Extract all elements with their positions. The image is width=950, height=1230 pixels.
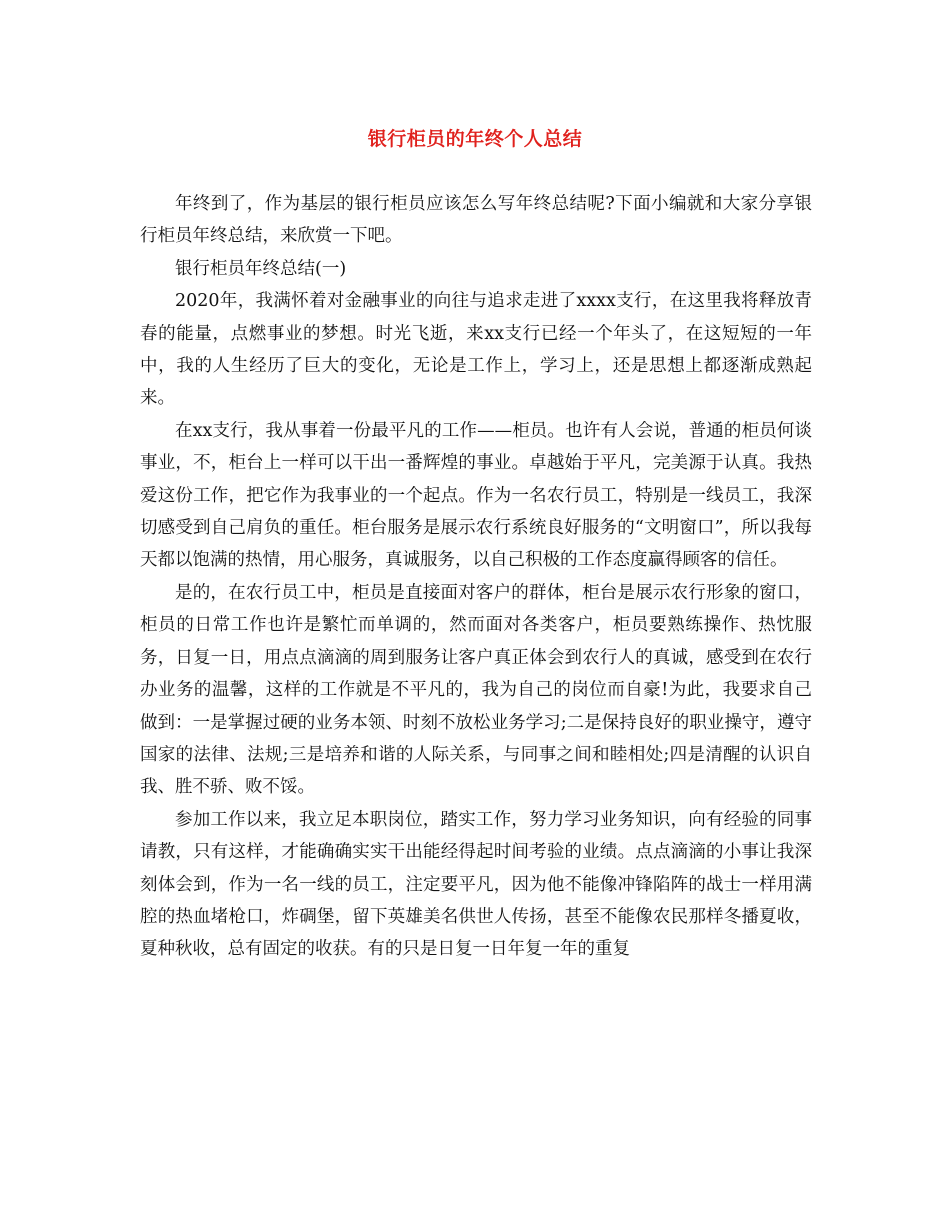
section-heading: 银行柜员年终总结(一) — [175, 258, 347, 279]
document-title: 银行柜员的年终个人总结 — [367, 128, 583, 150]
paragraph-intro: 年终到了，作为基层的银行柜员应该怎么写年终总结呢?下面小编就和大家分享银行柜员年终总结，来欣赏一下吧。 — [140, 194, 812, 247]
document-body — [140, 188, 812, 966]
paragraph: 是的，在农行员工中，柜员是直接面对客户的群体，柜台是展示农行形象的窗口，柜员的日常工作也许是繁忙而单调的，然而面对各类客户，柜员要熟练操作、热忱服务，日复一日，用点点滴滴的周到服务让客户真正体会到农行人的真诚，感受到在农行办业务的温馨，这样的工作就是不平凡的，我为自己的岗位而自豪!为此，我要求自己做到：一是掌握过硬的业务本领、时刻不放松业务学习;二是保持良好的职业操守，遵守国家的法律、法规;三是培养和谐的人际关系，与同事之间和睦相处;四是清醒的认识自我、胜不骄、败不馁。 — [140, 582, 812, 798]
paragraph: 在xx支行，我从事着一份最平凡的工作——柜员。也许有人会说，普通的柜员何谈事业，不，柜台上一样可以干出一番辉煌的事业。卓越始于平凡，完美源于认真。我热爱这份工作，把它作为我事业的一个起点。作为一名农行员工，特别是一线员工，我深切感受到自己肩负的重任。柜台服务是展示农行系统良好服务的“文明窗口”，所以我每天都以饱满的热情，用心服务，真诚服务，以自己积极的工作态度赢得顾客的信任。 — [140, 420, 812, 571]
paragraph: 2020年，我满怀着对金融事业的向往与追求走进了xxxx支行，在这里我将释放青春的能量，点燃事业的梦想。时光飞逝，来xx支行已经一个年头了，在这短短的一年中，我的人生经历了巨大的变化，无论是工作上，学习上，还是思想上都逐渐成熟起来。 — [140, 291, 812, 409]
paragraph: 参加工作以来，我立足本职岗位，踏实工作，努力学习业务知识，向有经验的同事请教，只有这样，才能确确实实干出能经得起时间考验的业绩。点点滴滴的小事让我深刻体会到，作为一名一线的员工，注定要平凡，因为他不能像冲锋陷阵的战士一样用满腔的热血堵枪口，炸碉堡，留下英雄美名供世人传扬，甚至不能像农民那样冬播夏收，夏种秋收，总有固定的收获。有的只是日复一日年复一年的重复 — [140, 809, 812, 960]
